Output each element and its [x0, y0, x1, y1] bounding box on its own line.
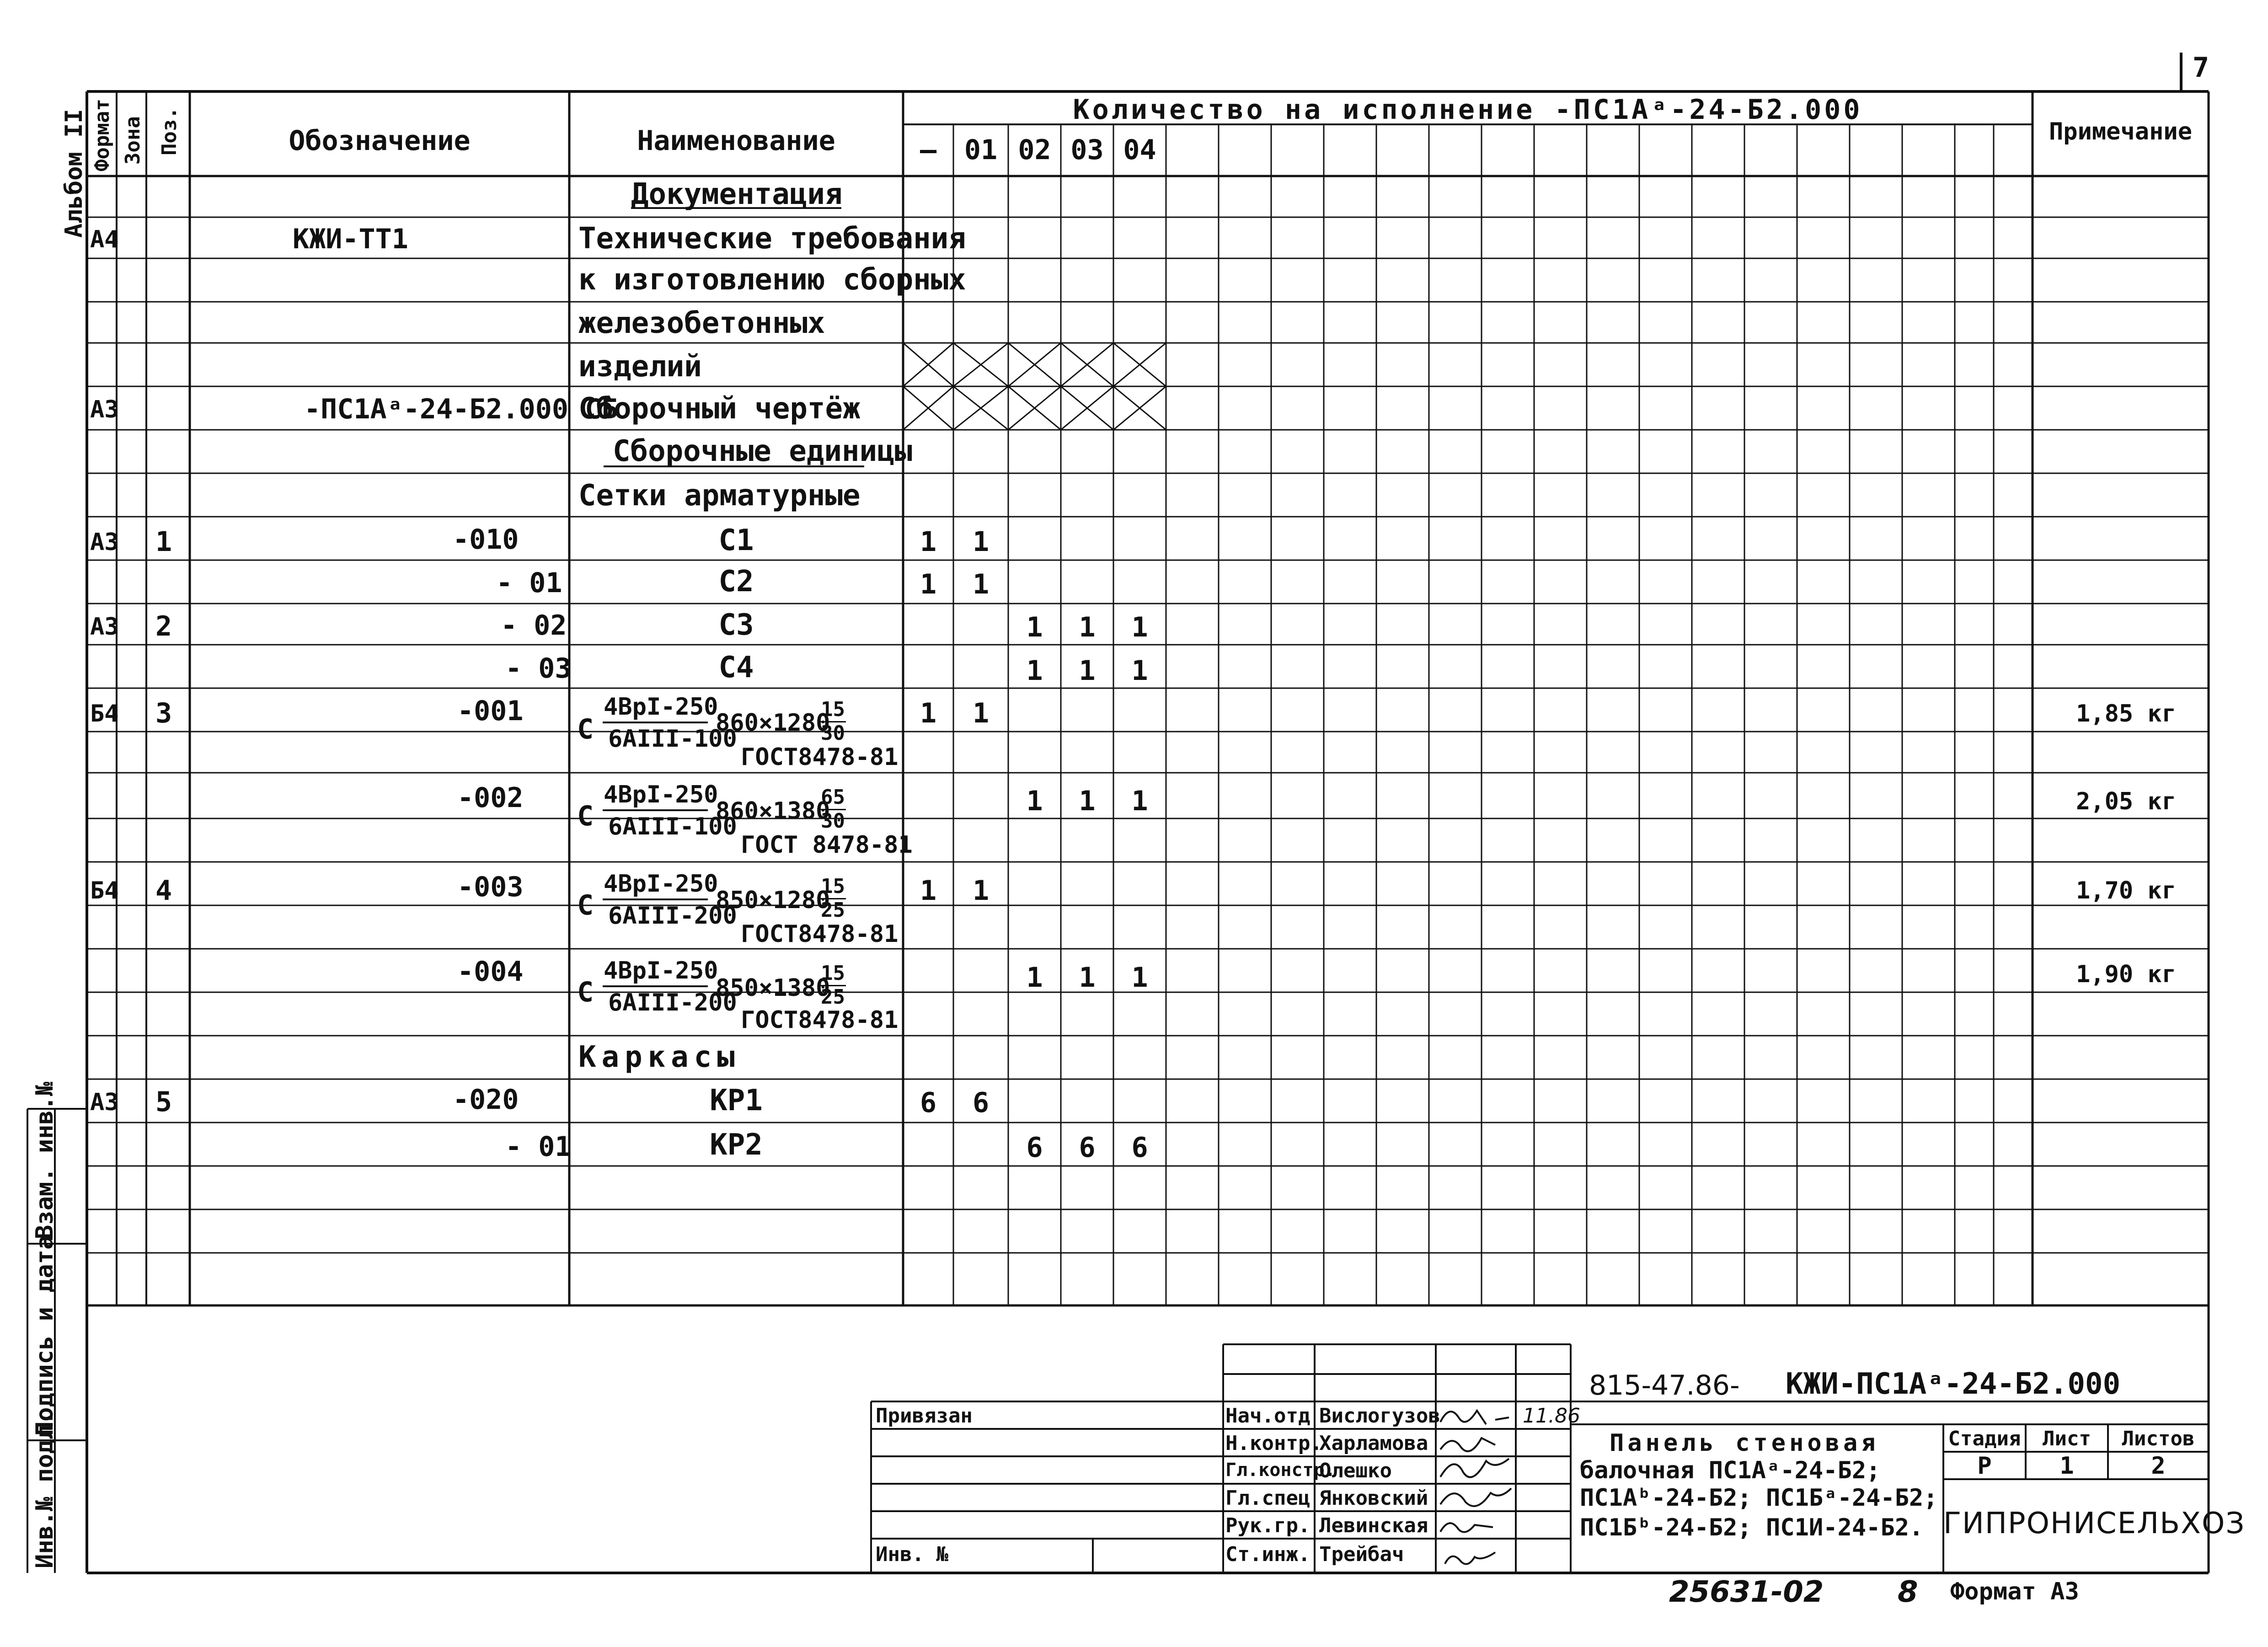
spec-designation: -003: [457, 871, 524, 903]
spec-designation: - 02: [501, 610, 567, 642]
role-label: Гл.спец: [1225, 1487, 1311, 1510]
spec-name: к изготовлению сборных: [578, 263, 966, 297]
mesh-bottom-bar: 6АIII-100: [608, 725, 737, 753]
qty-cell: 1: [920, 875, 937, 907]
qty-cell: 1: [1026, 611, 1043, 643]
spec-designation: -ПС1Аᵃ-24-Б2.000 СБ: [304, 393, 618, 425]
spec-name: КР1: [710, 1084, 763, 1118]
qty-cell: 1: [920, 526, 937, 558]
mesh-gost: ГОСТ 8478-81: [741, 831, 913, 859]
stamp-inv-orig: Инв.№ подл.: [31, 1411, 59, 1568]
qty-cell: 6: [1079, 1132, 1096, 1164]
mesh-gost: ГОСТ8478-81: [741, 1006, 899, 1034]
mesh-prefix: С: [577, 800, 594, 832]
stage-value: Р: [1977, 1452, 1992, 1480]
spec-pos: 3: [155, 697, 172, 729]
mesh-frac-bottom: 25: [821, 898, 845, 922]
mesh-top-bar: 4ВрI-250: [604, 870, 718, 898]
header-zone: Зона: [121, 116, 144, 165]
spec-name: С3: [718, 608, 754, 642]
spec-designation: - 01: [505, 1131, 572, 1163]
sheet-label: Лист: [2043, 1427, 2091, 1450]
spec-pos: 5: [155, 1086, 172, 1118]
header-pos: Поз.: [158, 107, 181, 155]
spec-note: 1,70 кг: [2076, 877, 2177, 904]
mesh-frac-bottom: 30: [821, 809, 845, 833]
mesh-dims: 860×1380: [716, 797, 830, 825]
spec-name: С2: [718, 565, 754, 599]
spec-name: изделий: [578, 350, 702, 384]
sign-date: 11.86: [1523, 1404, 1580, 1428]
qty-cell: 1: [1026, 655, 1043, 687]
qty-cell: 1: [920, 697, 937, 729]
mesh-frac-top: 15: [821, 962, 845, 985]
sheet-value: 1: [2059, 1452, 2074, 1480]
fraction-line: [603, 985, 708, 987]
variant-header: —: [920, 134, 937, 166]
mesh-prefix: С: [577, 889, 594, 921]
spec-name: Технические требования: [578, 222, 966, 256]
mesh-dims: 850×1380: [716, 974, 830, 1002]
spec-format: А4: [90, 226, 119, 253]
spec-pos: 2: [155, 610, 172, 642]
mesh-bottom-bar: 6АIII-100: [608, 813, 737, 840]
mesh-frac-bottom: 25: [821, 985, 845, 1009]
spec-note: 1,90 кг: [2076, 961, 2177, 988]
mesh-frac-bottom: 30: [821, 722, 845, 745]
mesh-frac-top: 65: [821, 786, 845, 809]
archive-number: 25631-02: [1669, 1575, 1824, 1609]
header-name: Наименование: [637, 125, 835, 157]
spec-designation: -001: [457, 695, 524, 727]
spec-format: А3: [90, 396, 119, 423]
sheets-value: 2: [2151, 1452, 2166, 1480]
mesh-dims: 860×1280: [716, 709, 830, 737]
doc-code-prefix: 815-47.86-: [1589, 1369, 1740, 1401]
spec-designation: - 01: [496, 567, 562, 599]
spec-designation: КЖИ-ТТ1: [293, 223, 408, 255]
spec-name: железобетонных: [578, 306, 825, 340]
mesh-prefix: С: [577, 976, 594, 1008]
variant-header: 02: [1018, 134, 1051, 166]
spec-name: Сборочные единицы: [613, 434, 913, 468]
role-label: Ст.инж.: [1225, 1543, 1311, 1566]
variant-header: 01: [964, 134, 998, 166]
spec-name: КР2: [710, 1128, 763, 1162]
role-label: Н.контр.: [1225, 1432, 1322, 1455]
mesh-dims: 850×1280: [716, 887, 830, 914]
corner-sheet-number: 7: [2193, 52, 2209, 84]
person-name: Левинская: [1319, 1514, 1428, 1537]
organization: ГИПРОНИСЕЛЬХОЗ: [1943, 1507, 2246, 1540]
spec-pos: 1: [155, 526, 172, 558]
role-label: Рук.гр.: [1225, 1514, 1311, 1537]
qty-cell: 1: [972, 568, 990, 600]
qty-cell: 1: [1079, 655, 1096, 687]
inv-label: Инв. №: [876, 1543, 948, 1566]
title-line: ПС1Бᵇ-24-Б2; ПС1И-24-Б2.: [1580, 1514, 1924, 1541]
person-name: Трейбач: [1319, 1543, 1404, 1566]
privyazan-label: Привязан: [876, 1404, 973, 1428]
stamp-vzam: Взам. инв.№: [31, 1081, 59, 1239]
spec-note: 2,05 кг: [2076, 788, 2177, 815]
qty-cell: 1: [1026, 785, 1043, 817]
spec-designation: -002: [457, 782, 524, 814]
qty-cell: 1: [1131, 655, 1148, 687]
role-label: Нач.отд: [1225, 1404, 1311, 1428]
album-label: Альбом II: [60, 109, 88, 238]
qty-cell: 1: [1079, 962, 1096, 994]
paper-format: Формат А3: [1950, 1578, 2079, 1605]
mesh-top-bar: 4ВрI-250: [604, 693, 718, 721]
mesh-gost: ГОСТ8478-81: [741, 920, 899, 948]
qty-cell: 1: [1131, 962, 1148, 994]
mesh-frac-top: 15: [821, 698, 845, 721]
spec-name: Сетки арматурные: [578, 479, 861, 513]
person-name: Янковский: [1319, 1487, 1428, 1510]
header-quantity: Количество на исполнение -ПС1Аᵃ-24-Б2.000: [1073, 94, 1863, 126]
person-name: Харламова: [1319, 1432, 1428, 1455]
mesh-bottom-bar: 6АIII-200: [608, 902, 737, 930]
mesh-frac-top: 15: [821, 875, 845, 898]
mesh-bottom-bar: 6АIII-200: [608, 989, 737, 1016]
spec-note: 1,85 кг: [2076, 700, 2177, 727]
spec-name: Документация: [631, 177, 843, 211]
doc-code: КЖИ-ПС1Аᵃ-24-Б2.000: [1786, 1367, 2121, 1401]
variant-header: 03: [1070, 134, 1104, 166]
mesh-top-bar: 4ВрI-250: [604, 781, 718, 808]
spec-format: А3: [90, 529, 119, 556]
qty-cell: 1: [972, 875, 990, 907]
qty-cell: 6: [1026, 1132, 1043, 1164]
qty-cell: 1: [972, 697, 990, 729]
page-number: 8: [1898, 1575, 1918, 1609]
qty-cell: 1: [972, 526, 990, 558]
spec-name: Сборочный чертёж: [578, 392, 861, 426]
spec-format: А3: [90, 1089, 119, 1116]
qty-cell: 1: [1026, 962, 1043, 994]
role-label: Гл.констр.: [1225, 1460, 1336, 1481]
fraction-line: [603, 809, 708, 811]
spec-format: Б4: [90, 877, 119, 904]
spec-pos: 4: [155, 875, 172, 907]
header-designation: Обозначение: [289, 125, 471, 157]
spec-name: Каркасы: [578, 1040, 740, 1074]
qty-cell: 1: [1131, 785, 1148, 817]
title-line: ПС1Аᵇ-24-Б2; ПС1Бᵃ-24-Б2;: [1580, 1484, 1938, 1512]
mesh-gost: ГОСТ8478-81: [741, 743, 899, 771]
spec-designation: -004: [457, 956, 524, 988]
stage-label: Стадия: [1948, 1427, 2021, 1450]
spec-designation: -020: [453, 1084, 519, 1116]
fraction-line: [603, 722, 708, 723]
header-format: Формат: [91, 99, 114, 171]
qty-cell: 1: [1079, 611, 1096, 643]
qty-cell: 6: [972, 1087, 990, 1119]
sheets-label: Листов: [2122, 1427, 2195, 1450]
spec-name: С1: [718, 524, 754, 557]
spec-designation: -010: [453, 524, 519, 556]
title-line: Панель стеновая: [1610, 1429, 1879, 1457]
mesh-top-bar: 4ВрI-250: [604, 957, 718, 984]
spec-name: С4: [718, 651, 754, 684]
qty-cell: 1: [1131, 611, 1148, 643]
qty-cell: 1: [920, 568, 937, 600]
variant-header: 04: [1123, 134, 1156, 166]
qty-cell: 1: [1079, 785, 1096, 817]
spec-format: Б4: [90, 700, 119, 727]
person-name: Олешко: [1319, 1459, 1392, 1482]
stamp-sign-date: Подпись и дата: [31, 1235, 59, 1436]
spec-format: А3: [90, 613, 119, 641]
header-note: Примечание: [2049, 118, 2193, 145]
qty-cell: 6: [1131, 1132, 1148, 1164]
title-line: балочная ПС1Аᵃ-24-Б2;: [1580, 1457, 1881, 1484]
fraction-line: [603, 898, 708, 900]
mesh-prefix: С: [577, 713, 594, 745]
spec-designation: - 03: [505, 652, 572, 684]
qty-cell: 6: [920, 1087, 937, 1119]
person-name: Вислогузов: [1319, 1404, 1440, 1428]
